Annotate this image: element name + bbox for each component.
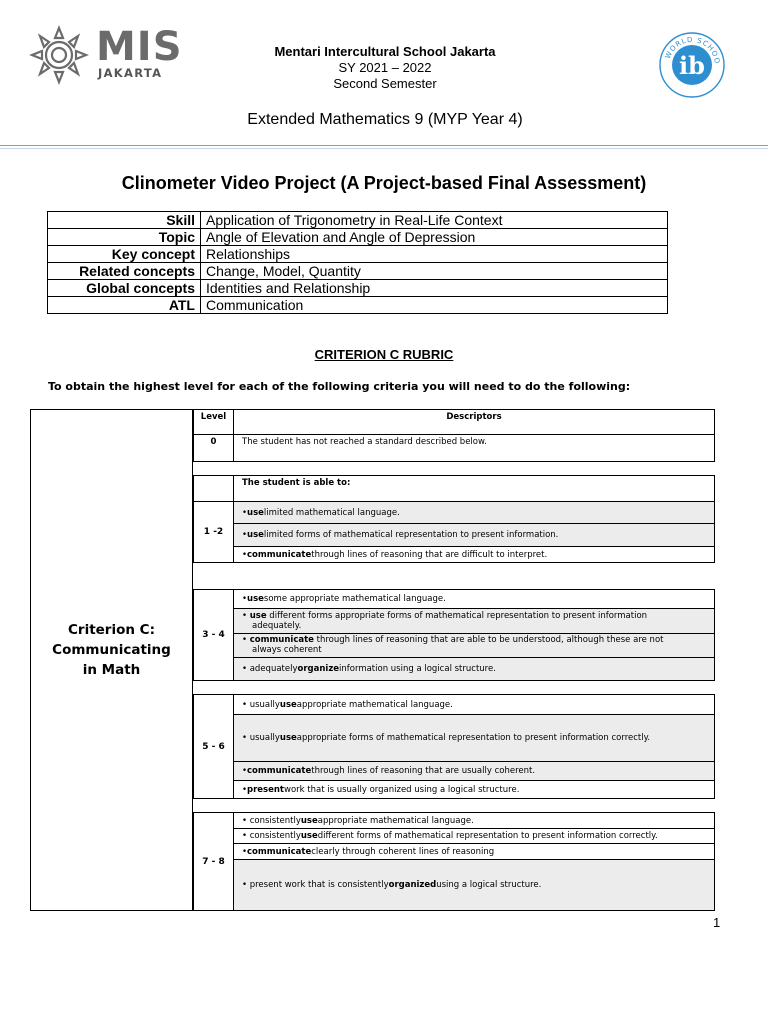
criterion-line: Communicating <box>52 642 171 658</box>
ib-logo-icon <box>657 30 727 100</box>
level-1-2-cell: 1 -2 <box>193 501 234 563</box>
able-to-heading: The student is able to: <box>233 475 715 502</box>
table-row <box>48 263 668 280</box>
table-row <box>48 246 668 263</box>
info-key: Key concept <box>48 246 201 263</box>
level-spacer-cell <box>193 475 234 502</box>
logo-jakarta-text: JAKARTA <box>98 66 163 80</box>
descriptors-column-header: Descriptors <box>233 409 715 435</box>
school-info <box>190 44 580 92</box>
info-key: Topic <box>48 229 201 246</box>
info-key: Skill <box>48 212 201 229</box>
descriptor-item: • present work that is usually organized using a logical structure. <box>233 780 715 799</box>
descriptor-item: • communicate clearly through coherent lines of reasoning <box>233 843 715 860</box>
descriptor-item: • use limited mathematical language. <box>233 501 715 524</box>
ib-logo-letters: ib <box>679 51 705 80</box>
rubric-heading: CRITERION C RUBRIC <box>314 347 454 362</box>
level-column-header: Level <box>193 409 234 435</box>
info-key: Global concepts <box>48 280 201 297</box>
semester: Second Semester <box>333 76 437 91</box>
ib-logo-text: WORLD SCHOO <box>663 35 722 65</box>
table-row <box>48 280 668 297</box>
level-7-8-cell: 7 - 8 <box>193 812 234 911</box>
criterion-line: Criterion C: <box>68 622 155 638</box>
info-value: Angle of Elevation and Angle of Depression <box>201 229 668 246</box>
descriptor-item: • consistently use different forms of mathematical representation to present information correctly. <box>233 828 715 844</box>
level-0-cell: 0 <box>193 434 234 462</box>
table-row <box>48 229 668 246</box>
level-3-4-cell: 3 - 4 <box>193 589 234 681</box>
descriptor-item: • use limited forms of mathematical representation to present information. <box>233 523 715 547</box>
ib-world-school-logo <box>657 30 727 100</box>
level-0-descriptor: The student has not reached a standard described below. <box>233 434 715 462</box>
info-value: Relationships <box>201 246 668 263</box>
mis-jakarta-logo <box>26 24 183 88</box>
info-key: Related concepts <box>48 263 201 280</box>
header-divider <box>0 145 768 146</box>
descriptor-item: • use some appropriate mathematical language. <box>233 589 715 609</box>
descriptor-item: • usually use appropriate forms of mathematical representation to present information correctly. <box>233 714 715 762</box>
criterion-name-cell <box>30 409 193 911</box>
table-row <box>48 212 668 229</box>
sun-emblem-icon <box>26 24 92 86</box>
info-value: Communication <box>201 297 668 314</box>
criterion-line: in Math <box>82 662 141 678</box>
descriptor-item: • adequately organize information using a logical structure. <box>233 657 715 681</box>
subject-title: Extended Mathematics 9 (MYP Year 4) <box>247 111 523 128</box>
descriptor-item: • present work that is consistently organized using a logical structure. <box>233 859 715 911</box>
descriptor-item: • consistently use appropriate mathematical language. <box>233 812 715 829</box>
info-value: Application of Trigonometry in Real-Life Context <box>201 212 668 229</box>
header-divider-shadow <box>0 148 768 149</box>
descriptor-item: • communicate through lines of reasoning that are usually coherent. <box>233 761 715 781</box>
school-year: SY 2021 – 2022 <box>338 60 432 75</box>
descriptor-item: • communicate through lines of reasoning that are able to be understood, although these are not always coherent <box>233 633 715 658</box>
criterion-label <box>31 620 192 680</box>
descriptor-item: • use different forms appropriate forms of mathematical representation to present information adequately. <box>233 608 715 634</box>
project-info-table <box>47 211 668 314</box>
descriptor-item: • communicate through lines of reasoning that are difficult to interpret. <box>233 546 715 563</box>
school-name: Mentari Intercultural School Jakarta <box>274 44 496 59</box>
info-key: ATL <box>48 297 201 314</box>
descriptor-item: • usually use appropriate mathematical language. <box>233 694 715 715</box>
level-5-6-cell: 5 - 6 <box>193 694 234 799</box>
rubric-instruction: To obtain the highest level for each of the following criteria you will need to do the following: <box>48 380 631 393</box>
info-value: Change, Model, Quantity <box>201 263 668 280</box>
info-value: Identities and Relationship <box>201 280 668 297</box>
page-number: 1 <box>713 915 721 930</box>
table-row <box>48 297 668 314</box>
page-title: Clinometer Video Project (A Project-based Final Assessment) <box>121 173 647 193</box>
logo-mis-text: MIS <box>96 24 183 70</box>
